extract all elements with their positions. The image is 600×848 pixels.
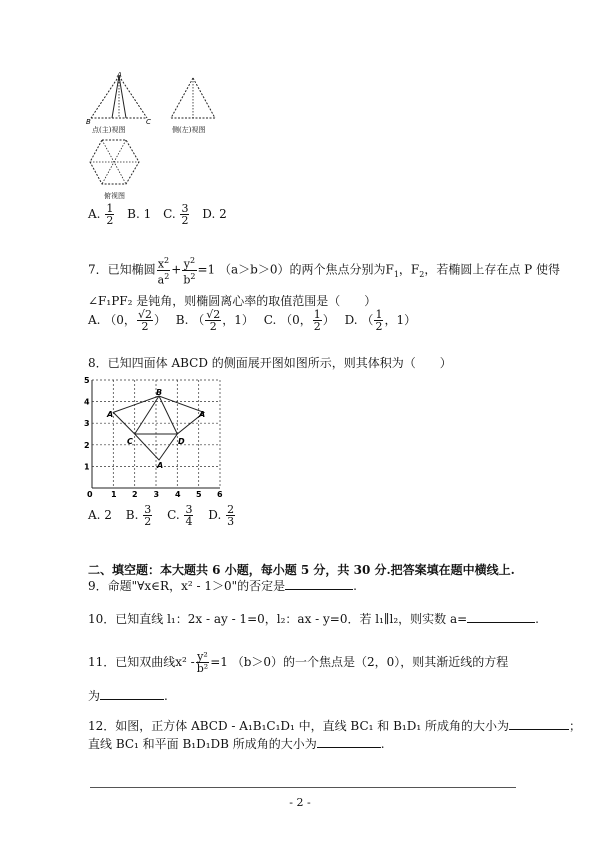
- q11-line2: 为 .: [88, 689, 168, 703]
- q6-top-view: [88, 138, 144, 190]
- q7-option-c[interactable]: C. （0， $\frac{1}{2}$ ）: [263, 308, 335, 333]
- q9-answer-blank[interactable]: [285, 578, 353, 590]
- x-tick-1: 1: [111, 490, 117, 499]
- q7-line1: 7．已知椭圆 $\frac{x^2}{a^2}$ + $\frac{y^2}{b^2}$ =1 （a＞b＞0）的两个焦点分别为$F_1$，$F_2$，若椭圆上存在点 P 使得: [88, 256, 561, 287]
- q7-option-d[interactable]: D. （ $\frac{1}{2}$ ，1）: [344, 308, 417, 333]
- y-tick-3: 3: [84, 419, 90, 429]
- q6-options: [88, 203, 227, 226]
- q8-question: 8．已知四面体 ABCD 的侧面展开图如图所示，则其体积为（ ）: [88, 356, 452, 370]
- x-tick-3: 3: [153, 490, 160, 499]
- x-tick-5: 5: [196, 490, 202, 499]
- x-tick-0: 0: [87, 490, 93, 499]
- y-tick-5: 5: [84, 376, 90, 385]
- net-edges: [113, 396, 204, 460]
- q8-net-grid: [82, 374, 232, 500]
- point-c: C: [127, 437, 133, 446]
- q8-option-c[interactable]: C. $\frac{3}{4}$: [167, 503, 193, 528]
- footer-rule: [90, 787, 516, 788]
- q11-line1: 11．已知双曲线x² - $\frac{\text{y²}}{\text{b²}}$ =1 （b＞0）的一个焦点是（2，0），则其渐近线的方程: [88, 650, 509, 675]
- q11-answer-blank[interactable]: [100, 688, 164, 700]
- q7-option-b[interactable]: B. （ $\frac{√2}{2}$ ，1）: [175, 308, 254, 333]
- y-tick-1: 1: [84, 462, 90, 472]
- front-point-a: A: [117, 71, 122, 79]
- point-a-left: A: [107, 410, 114, 419]
- q12-line2: 直线 BC₁ 和平面 B₁D₁DB 所成角的大小为 .: [88, 737, 385, 751]
- q6-option-a[interactable]: A. $\frac{1}{2}$: [88, 202, 114, 227]
- q6-option-d[interactable]: D. 2: [202, 207, 227, 221]
- front-point-c: C: [146, 118, 151, 126]
- q12-line1: 12．如图，正方体 ABCD - A₁B₁C₁D₁ 中，直线 BC₁ 和 B₁D₁ 所成角的大小为 ；: [88, 719, 581, 733]
- q10-line: 10．已知直线 l₁：2x - ay - 1=0，l₂：ax - y=0．若 l₁∥l₂，则实数 a= .: [88, 612, 539, 626]
- q7-options: [88, 309, 416, 332]
- q6-option-b[interactable]: B. 1: [127, 207, 152, 221]
- page-number: - 2 -: [289, 796, 311, 809]
- q8-option-d[interactable]: D. $\frac{2}{3}$: [208, 503, 235, 528]
- point-a-right: A: [199, 410, 206, 419]
- q8-options: [88, 504, 236, 527]
- point-a-bottom: A: [157, 461, 164, 470]
- q8-option-b[interactable]: B. $\frac{3}{2}$: [125, 503, 152, 528]
- x-tick-4: 4: [175, 490, 181, 499]
- side-view-label: 侧(左)视图: [172, 126, 206, 134]
- x-tick-6: 6: [217, 490, 223, 499]
- q12-answer-blank-1[interactable]: [509, 718, 569, 730]
- q12-answer-blank-2[interactable]: [317, 736, 381, 748]
- y-tick-2: 2: [84, 440, 90, 450]
- q7-option-a[interactable]: A. （0， $\frac{√2}{2}$ ）: [88, 308, 166, 333]
- front-view-label: 点(主)视图: [92, 126, 126, 134]
- point-b: B: [156, 388, 163, 397]
- x-tick-2: 2: [132, 490, 138, 499]
- point-d: D: [178, 437, 185, 446]
- q6-front-view: [86, 70, 156, 132]
- top-view-label: 俯视图: [104, 192, 125, 200]
- front-point-b: B: [86, 118, 91, 126]
- q10-answer-blank[interactable]: [467, 611, 535, 623]
- y-tick-4: 4: [84, 397, 90, 407]
- q8-option-a[interactable]: A. 2: [88, 508, 112, 522]
- section-heading: 二、填空题：本大题共 6 小题，每小题 5 分，共 30 分.把答案填在题中横线上.: [88, 563, 515, 577]
- q6-side-view: [168, 74, 228, 126]
- q9-line: 9．命题"∀x∈R，x² - 1＞0"的否定是 .: [88, 579, 357, 593]
- q7-line2: ∠F₁PF₂ 是钝角，则椭圆离心率的取值范围是（ ）: [88, 294, 377, 308]
- q6-option-c[interactable]: C. $\frac{3}{2}$: [163, 202, 189, 227]
